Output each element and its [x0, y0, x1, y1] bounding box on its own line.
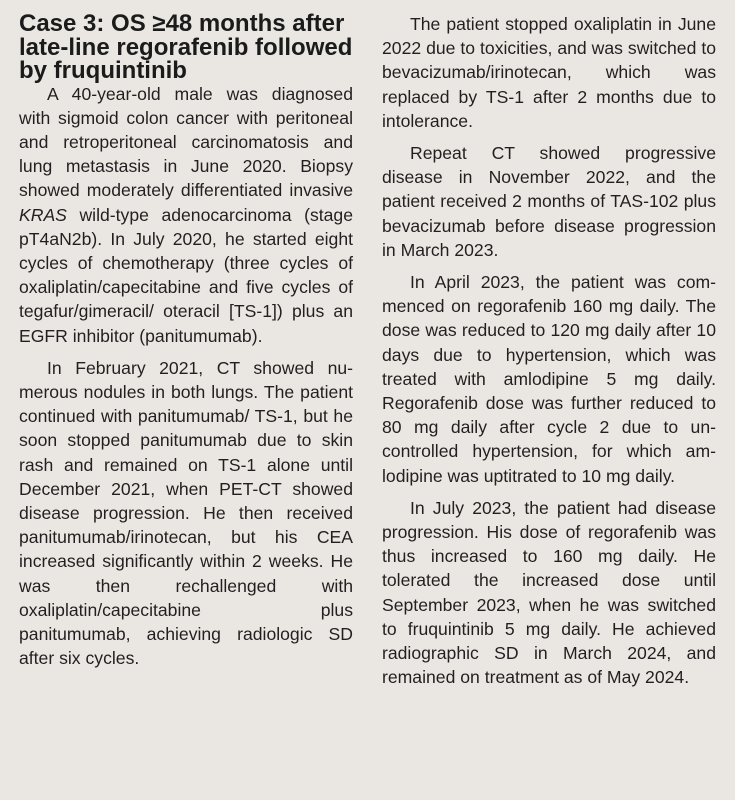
paragraph-july-2023: In July 2023, the patient had disease progression. His dose of regorafenib was thus increased to 160 mg daily. He tolerated the increased dose until September 2023, when he was switched to fruquintinib 5 mg daily. He achieved radiographic SD in March 2024, and remained on treatment as of May 2024. — [382, 497, 716, 688]
paragraph-diagnosis — [19, 82, 353, 348]
paragraph-text: wild-type adenocarcinoma (stage pT4aN2b). In July 2020, he started eight cycles of chemotherapy (three cycles of oxaliplatin/capecitabine and five cycles of tegafur/gimeracil/ oteracil [TS-1]) plus an EGFR inhibitor (panitumumab). — [19, 204, 353, 346]
paragraph-november-2022: Repeat CT showed progressive disease in November 2022, and the patient received 2 months of TAS-102 plus bevacizumab before disease progression in March 2023. — [382, 143, 716, 260]
gene-name: KRAS — [19, 204, 67, 225]
paragraph-text: A 40-year-old male was diagnosed with sigmoid colon cancer with peritoneal and retroperitoneal carcinomatosis and lung metastasis in June 2020. Biopsy showed moderately differentiated invasive — [19, 83, 353, 201]
right-column — [382, 12, 716, 689]
paragraph-february-2021: In February 2021, CT showed numerous nodules in both lungs. The patient continued with panitumumab/ TS-1, but he soon stopped panitumumab due to skin rash and remained on TS-1 alone until December 2021, when PET-CT showed disease progression. He then received panitumumab/irinotecan, but his CEA increased significantly within 2 weeks. He was then rechallenged with oxaliplatin/capecitabine plus panitumumab, achieving radiologic SD after six cycles. — [19, 357, 353, 669]
paragraph-april-2023: In April 2023, the patient was commenced on regorafenib 160 mg daily. The dose was reduced to 120 mg daily after 10 days due to hypertension, which was treated with amlodipine 5 mg daily. Regorafenib dose was further reduced to 80 mg daily after cycle 2 due to uncontrolled hypertension, for which amlodipine was uptitrated to 10 mg daily. — [382, 272, 716, 486]
left-column — [19, 12, 353, 670]
paragraph-june-2022: The patient stopped oxaliplatin in June 2022 due to toxicities, and was switched to bevacizumab/irinotecan, which was replaced by TS-1 after 2 months due to intolerance. — [382, 14, 716, 131]
case-title: Case 3: OS ≥48 months after late-line regorafenib followed by fruquintinib — [19, 10, 353, 84]
